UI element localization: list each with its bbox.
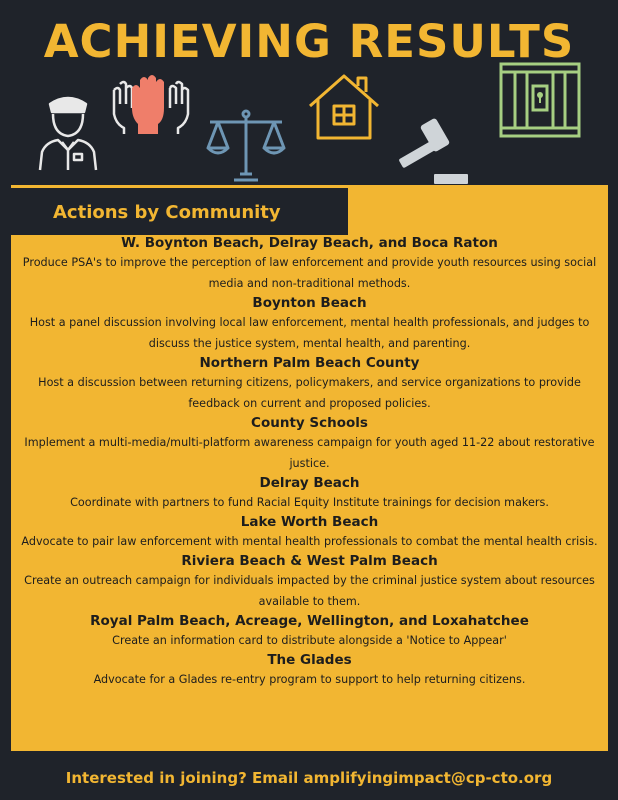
police-officer-icon — [28, 90, 108, 172]
community-item — [11, 513, 608, 552]
house-icon — [306, 72, 382, 142]
community-item — [11, 294, 608, 354]
community-name: Lake Worth Beach — [240, 514, 379, 530]
community-action: Host a panel discussion involving local law enforcement, mental health professionals, and judges to discuss the justice system, mental health, and parenting. — [29, 316, 590, 350]
community-action: Produce PSA's to improve the perception of law enforcement and provide youth resources using social media and non-traditional methods. — [22, 256, 597, 290]
community-action: Create an outreach campaign for individuals impacted by the criminal justice system about resources available to them. — [24, 574, 595, 608]
page-title: ACHIEVING RESULTS — [43, 15, 575, 68]
community-item — [11, 414, 608, 474]
contact-footer: Interested in joining? Email amplifyingimpact@cp-cto.org — [65, 769, 553, 787]
community-item — [11, 552, 608, 612]
community-action: Host a discussion between returning citizens, policymakers, and service organizations to provide feedback on current and proposed policies. — [38, 376, 581, 410]
jail-cell-icon — [497, 60, 583, 140]
community-action: Create an information card to distribute alongside a 'Notice to Appear' — [112, 634, 507, 647]
community-action: Advocate to pair law enforcement with mental health professionals to combat the mental health crisis. — [21, 535, 598, 548]
community-list — [11, 234, 608, 690]
community-name: Royal Palm Beach, Acreage, Wellington, and Loxahatchee — [90, 613, 529, 629]
community-name: Delray Beach — [259, 475, 360, 491]
raised-hands-icon — [110, 74, 190, 136]
community-name: Riviera Beach & West Palm Beach — [181, 553, 438, 569]
community-item — [11, 354, 608, 414]
gavel-icon — [392, 118, 472, 184]
community-item — [11, 474, 608, 513]
community-name: County Schools — [251, 415, 368, 431]
section-heading: Actions by Community — [53, 202, 281, 223]
community-item — [11, 234, 608, 294]
community-name: Northern Palm Beach County — [199, 355, 420, 371]
community-item — [11, 651, 608, 690]
community-item — [11, 612, 608, 651]
community-name: The Glades — [267, 652, 352, 668]
community-name: Boynton Beach — [252, 295, 367, 311]
community-action: Advocate for a Glades re-entry program to support to help returning citizens. — [93, 673, 526, 686]
scales-of-justice-icon — [204, 108, 288, 184]
icon-row — [0, 60, 618, 190]
community-action: Implement a multi-media/multi-platform awareness campaign for youth aged 11-22 about restorative justice. — [24, 436, 595, 470]
community-action: Coordinate with partners to fund Racial Equity Institute trainings for decision makers. — [70, 496, 549, 509]
community-name: W. Boynton Beach, Delray Beach, and Boca Raton — [121, 235, 498, 251]
